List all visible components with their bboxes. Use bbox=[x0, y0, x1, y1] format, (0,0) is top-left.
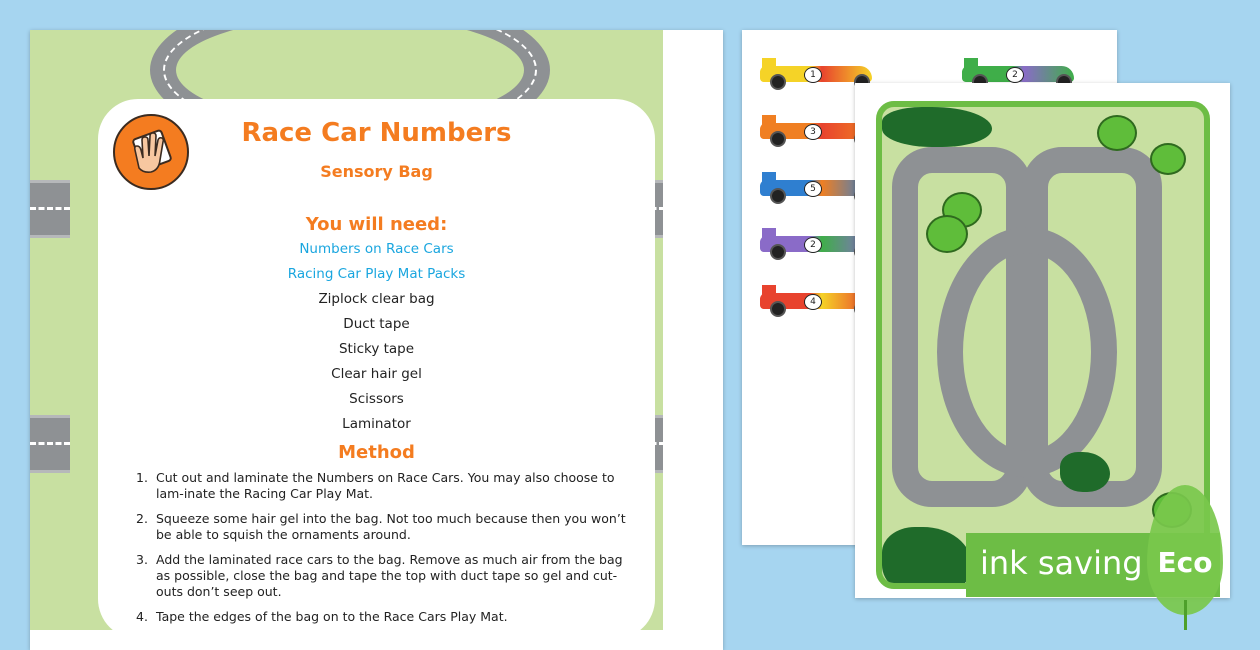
wheel-icon bbox=[770, 244, 786, 260]
car-number: 2 bbox=[804, 237, 822, 253]
wheel-icon bbox=[770, 301, 786, 317]
needs-heading: You will need: bbox=[305, 214, 448, 235]
eco-label: Eco bbox=[1157, 546, 1213, 579]
list-item: Sticky tape bbox=[338, 341, 415, 357]
step-text: Squeeze some hair gel into the bag. Not too much because then you won’t be able to squish the ornaments around. bbox=[156, 511, 626, 542]
needs-link-play-mat[interactable]: Racing Car Play Mat Packs bbox=[287, 266, 466, 282]
page-title: Race Car Numbers bbox=[241, 118, 512, 148]
method-steps bbox=[130, 470, 630, 634]
road-segment bbox=[30, 180, 70, 238]
tree-icon bbox=[1097, 115, 1137, 151]
step-text: Tape the edges of the bag on to the Race Cars Play Mat. bbox=[156, 609, 508, 624]
tree-icon bbox=[926, 215, 968, 253]
tree-icon bbox=[1150, 143, 1186, 175]
list-item: Scissors bbox=[349, 391, 404, 407]
car-number: 3 bbox=[804, 124, 822, 140]
needs-link-numbers[interactable]: Numbers on Race Cars bbox=[299, 241, 454, 257]
method-step bbox=[130, 552, 630, 600]
sensory-hand-icon bbox=[113, 114, 189, 190]
method-heading: Method bbox=[338, 442, 415, 463]
list-item: Clear hair gel bbox=[331, 366, 422, 382]
car-number: 5 bbox=[804, 181, 822, 197]
step-number: 3. bbox=[136, 552, 148, 567]
list-item: Duct tape bbox=[343, 316, 410, 332]
list-item: Laminator bbox=[342, 416, 411, 432]
step-text: Add the laminated race cars to the bag. Remove as much air from the bag as possible, close the bag and tape the top with duct tape so gel and cut-outs don’t seep out. bbox=[156, 552, 623, 599]
method-step bbox=[130, 511, 630, 543]
step-number: 4. bbox=[136, 609, 148, 624]
car-number: 2 bbox=[1006, 67, 1024, 83]
needs-list bbox=[200, 241, 553, 441]
wheel-icon bbox=[770, 188, 786, 204]
step-number: 1. bbox=[136, 470, 148, 485]
leaf-stem bbox=[1184, 600, 1187, 630]
wheel-icon bbox=[770, 74, 786, 90]
forest-top-left bbox=[882, 107, 992, 147]
page-subtitle: Sensory Bag bbox=[320, 162, 433, 181]
wheel-icon bbox=[770, 131, 786, 147]
hand-icon bbox=[115, 116, 187, 188]
method-step bbox=[130, 470, 630, 502]
track-oval bbox=[937, 227, 1117, 477]
forest-bottom-left bbox=[882, 527, 972, 589]
list-item: Ziplock clear bag bbox=[318, 291, 435, 307]
car-number: 4 bbox=[804, 294, 822, 310]
ink-saving-label: ink saving bbox=[980, 544, 1143, 582]
car-number: 1 bbox=[804, 67, 822, 83]
forest-bottom bbox=[1060, 452, 1110, 492]
step-text: Cut out and laminate the Numbers on Race Cars. You may also choose to lam-inate the Racing Car Play Mat. bbox=[156, 470, 615, 501]
road-segment bbox=[30, 415, 70, 473]
step-number: 2. bbox=[136, 511, 148, 526]
method-step bbox=[130, 609, 630, 625]
